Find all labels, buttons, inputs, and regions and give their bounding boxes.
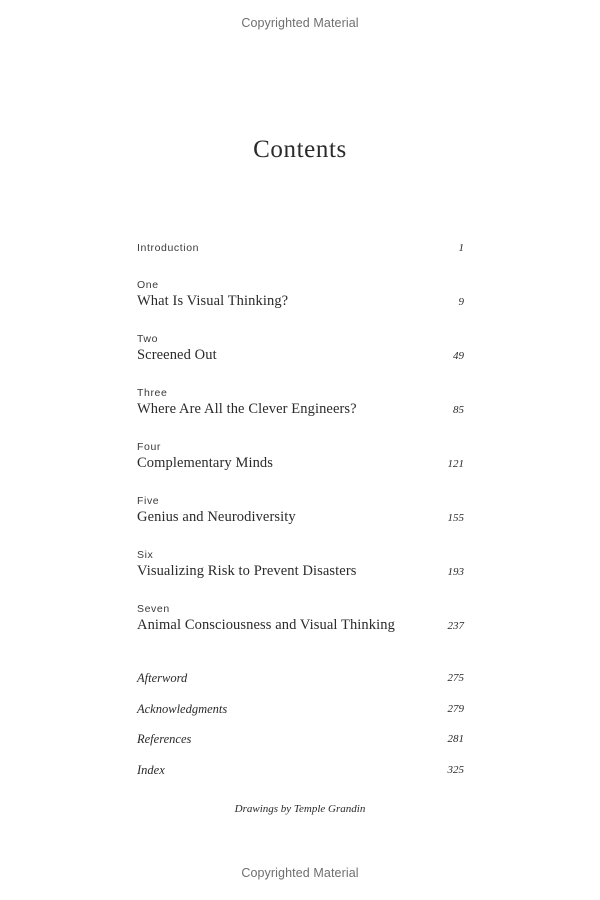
chapter-number: One bbox=[137, 279, 159, 291]
back-matter-title: References bbox=[137, 732, 192, 746]
chapter-page-number: 155 bbox=[447, 512, 464, 524]
back-matter-title: Afterword bbox=[137, 671, 188, 685]
chapter-title: Complementary Minds bbox=[137, 455, 274, 471]
chapter-title: Genius and Neurodiversity bbox=[137, 509, 296, 525]
chapter-title: Animal Consciousness and Visual Thinking bbox=[137, 617, 395, 633]
introduction-label: Introduction bbox=[137, 242, 200, 254]
chapter-title: Screened Out bbox=[137, 347, 217, 363]
chapter-number: Seven bbox=[137, 603, 170, 615]
back-matter-title: Acknowledgments bbox=[137, 702, 228, 716]
back-matter-page-number: 275 bbox=[447, 672, 464, 684]
introduction-page-number: 1 bbox=[458, 242, 464, 254]
chapter-page-number: 49 bbox=[453, 350, 464, 362]
chapter-number: Four bbox=[137, 441, 161, 453]
chapter-number: Five bbox=[137, 495, 160, 507]
chapter-title: What Is Visual Thinking? bbox=[137, 293, 289, 309]
chapter-title: Visualizing Risk to Prevent Disasters bbox=[137, 563, 357, 579]
copyright-watermark-top: Copyrighted Material bbox=[241, 16, 359, 30]
chapter-page-number: 121 bbox=[447, 458, 464, 470]
illustration-credit: Drawings by Temple Grandin bbox=[234, 803, 366, 815]
back-matter-title: Index bbox=[137, 763, 165, 777]
chapter-page-number: 193 bbox=[447, 566, 464, 578]
chapter-page-number: 85 bbox=[453, 404, 464, 416]
copyright-watermark-bottom: Copyrighted Material bbox=[241, 866, 359, 880]
chapter-page-number: 237 bbox=[447, 620, 464, 632]
back-matter-page-number: 325 bbox=[447, 764, 464, 776]
back-matter-page-number: 281 bbox=[447, 733, 464, 745]
chapter-title: Where Are All the Clever Engineers? bbox=[137, 401, 357, 417]
chapter-page-number: 9 bbox=[458, 296, 464, 308]
chapter-number: Two bbox=[137, 333, 159, 345]
chapter-number: Three bbox=[137, 387, 168, 399]
chapter-number: Six bbox=[137, 549, 154, 561]
page-title: Contents bbox=[253, 136, 347, 163]
back-matter-page-number: 279 bbox=[447, 703, 464, 715]
